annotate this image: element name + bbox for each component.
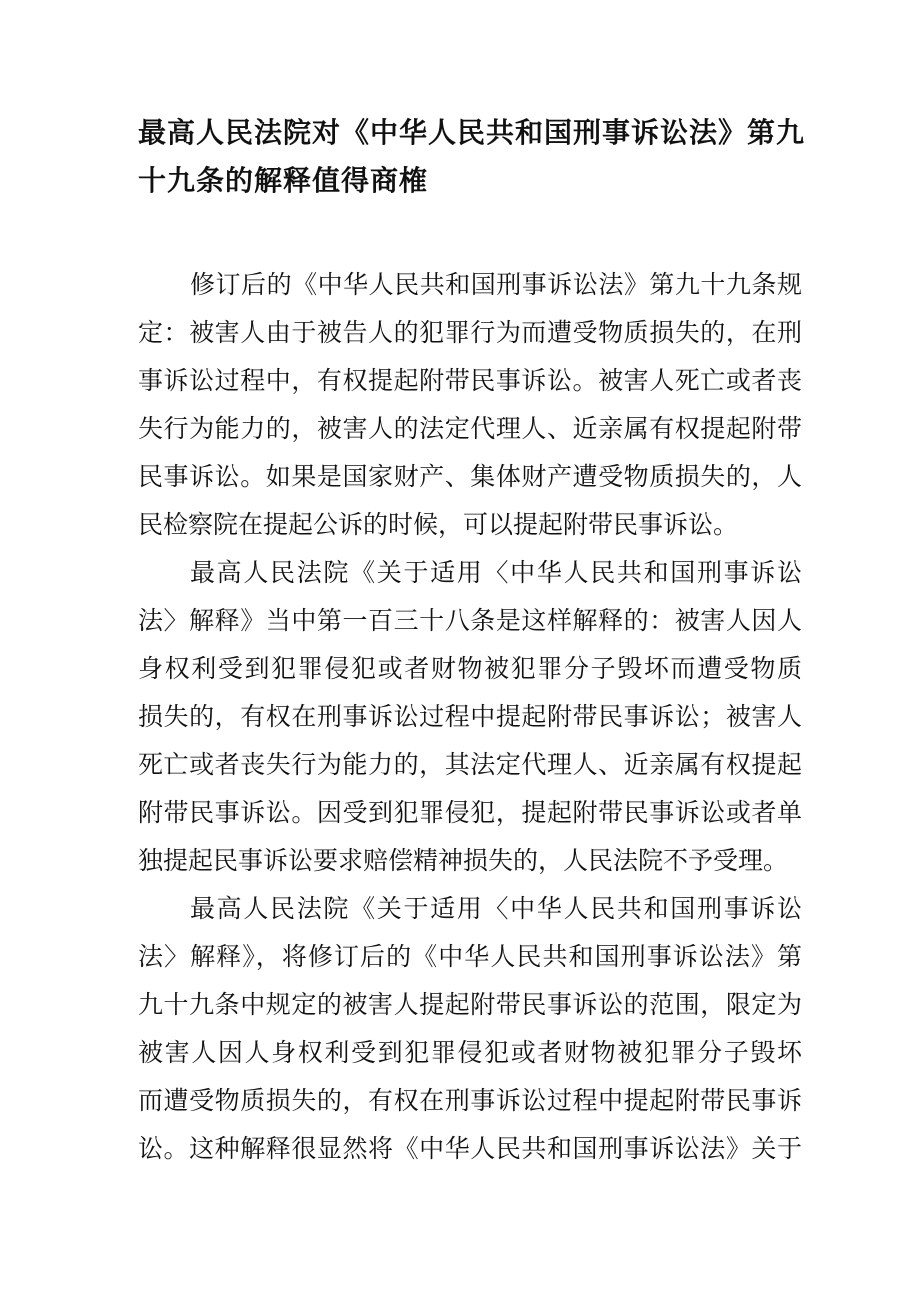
text-line: 死亡或者丧失行为能力的，其法定代理人、近亲属有权提起 <box>138 752 802 779</box>
text-line: 被害人因人身权利受到犯罪侵犯或者财物被犯罪分子毁坏 <box>138 1040 802 1067</box>
document-title-line: 最高人民法院对《中华人民共和国刑事诉讼法》第九 <box>138 118 806 149</box>
text-line: 讼。这种解释很显然将《中华人民共和国刑事诉讼法》关于 <box>138 1136 802 1163</box>
paragraph-1 <box>138 262 802 550</box>
text-line: 九十九条中规定的被害人提起附带民事诉讼的范围，限定为 <box>138 992 802 1019</box>
text-line: 身权利受到犯罪侵犯或者财物被犯罪分子毁坏而遭受物质 <box>138 656 802 683</box>
text-line: 最高人民法院《关于适用〈中华人民共和国刑事诉讼 <box>190 896 802 923</box>
text-line: 附带民事诉讼。因受到犯罪侵犯，提起附带民事诉讼或者单 <box>138 800 802 827</box>
paragraph-3 <box>138 886 802 1174</box>
document-content <box>138 0 806 1174</box>
document-title <box>138 0 806 206</box>
text-line: 法〉解释》，将修订后的《中华人民共和国刑事诉讼法》第 <box>138 944 802 971</box>
text-line: 民检察院在提起公诉的时候，可以提起附带民事诉讼。 <box>138 512 739 539</box>
text-line: 失行为能力的，被害人的法定代理人、近亲属有权提起附带 <box>138 416 802 443</box>
text-line: 独提起民事诉讼要求赔偿精神损失的，人民法院不予受理。 <box>138 848 789 875</box>
text-line: 定：被害人由于被告人的犯罪行为而遭受物质损失的，在刑 <box>138 320 802 347</box>
document-body <box>138 262 802 1174</box>
paragraph-2 <box>138 550 802 886</box>
document-title-line: 十九条的解释值得商榷 <box>138 166 429 197</box>
text-line: 民事诉讼。如果是国家财产、集体财产遭受物质损失的，人 <box>138 464 802 491</box>
text-line: 法〉解释》当中第一百三十八条是这样解释的：被害人因人 <box>138 608 802 635</box>
text-line: 事诉讼过程中，有权提起附带民事诉讼。被害人死亡或者丧 <box>138 368 802 395</box>
text-line: 损失的，有权在刑事诉讼过程中提起附带民事诉讼；被害人 <box>138 704 802 731</box>
text-line: 修订后的《中华人民共和国刑事诉讼法》第九十九条规 <box>190 272 802 299</box>
text-line: 而遭受物质损失的，有权在刑事诉讼过程中提起附带民事诉 <box>138 1088 802 1115</box>
text-line: 最高人民法院《关于适用〈中华人民共和国刑事诉讼 <box>190 560 802 587</box>
